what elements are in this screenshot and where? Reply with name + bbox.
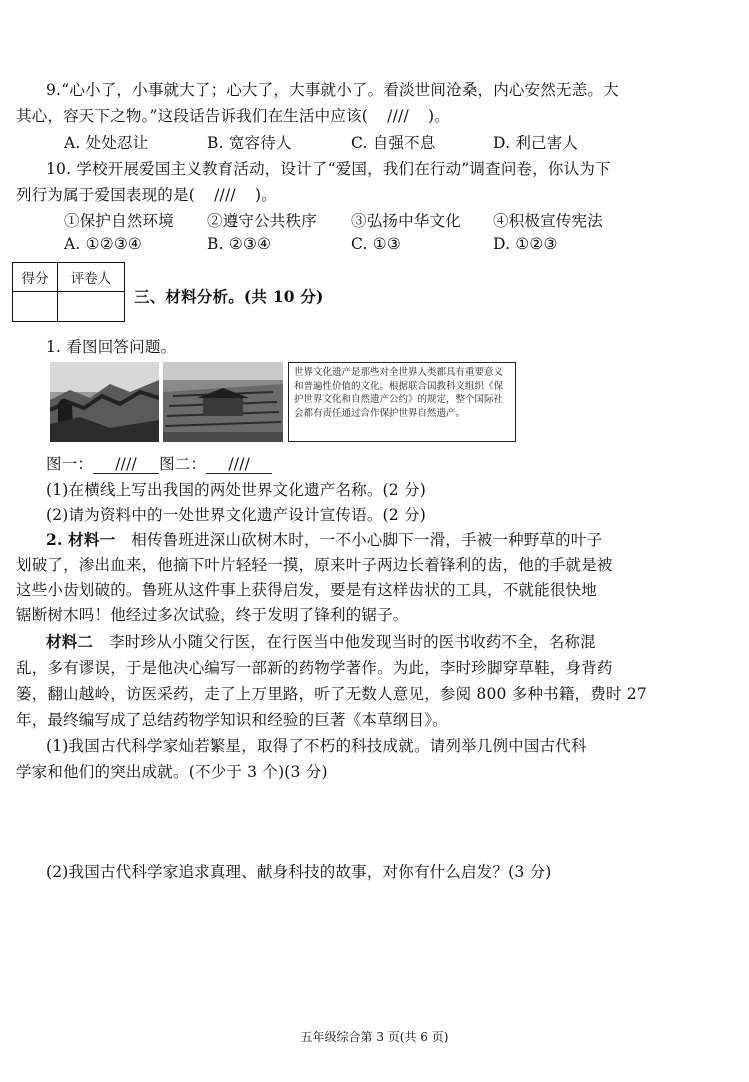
- q9-option-d: D. 利己害人: [493, 134, 579, 152]
- q10-option-c: C. ①③: [351, 235, 401, 253]
- material2-text: 李时珍从小随父行医，在行医当中他发现当时的医书收药不全，名称混: [109, 633, 596, 651]
- q10-line1: 10. 学校开展爱国主义教育活动，设计了“爱国，我们在行动”调查问卷，你认为下: [46, 160, 611, 178]
- q10-option-d: D. ①②③: [493, 235, 558, 253]
- material2-label: 材料二: [46, 632, 94, 651]
- q1-sub2: (2)请为资料中的一处世界文化遗产设计宣传语。(2 分): [46, 506, 426, 524]
- material1-label: 2. 材料一: [46, 530, 116, 549]
- q10-item-4: ④积极宣传宪法: [493, 212, 603, 230]
- grader-cell[interactable]: [58, 292, 124, 322]
- q9-line2: [16, 104, 450, 126]
- q2-m2-line3: 篓，翻山越岭，访医采药，走了上万里路，听了无数人意见，参阅 800 多种书籍，费时 27: [16, 685, 647, 703]
- q2-sub2: (2)我国古代科学家追求真理、献身科技的故事，对你有什么启发？(3 分): [46, 863, 552, 881]
- photo-great-wall: [50, 362, 159, 442]
- section3-title: 三、材料分析。(共 10 分): [134, 287, 324, 306]
- q9-option-b: B. 宽容待人: [207, 134, 292, 152]
- q2-sub1-line1: (1)我国古代科学家灿若繁星，取得了不朽的科技成就。请列举几例中国古代科: [46, 737, 587, 755]
- q9-line2-text: 其心，容天下之物。”这段话告诉我们在生活中应该(: [16, 107, 369, 125]
- heritage-infobox: 世界文化遗产是那些对全世界人类都具有重要意义和普遍性价值的文化。根据联合国教科文组织《保护世界文化和自然遗产公约》的规定，整个国际社会都有责任通过合作保护世界自然遗产。: [288, 362, 516, 442]
- q10-item-3: ③弘扬中华文化: [351, 212, 461, 230]
- q2-m2-line1: [46, 630, 596, 652]
- fig2-answer[interactable]: ////: [206, 455, 272, 474]
- score-header: 得分: [13, 263, 58, 291]
- score-cell[interactable]: [13, 292, 58, 322]
- q10-option-a: A. ①②③④: [64, 235, 143, 253]
- q9-option-a: A. 处处忍让: [64, 134, 149, 152]
- material1-text: 相传鲁班进深山砍树木时，一不小心脚下一滑，手被一种野草的叶子: [131, 531, 603, 549]
- fig-labels-line: [46, 452, 272, 474]
- q10-item-1: ①保护自然环境: [64, 212, 174, 230]
- q1-title: 1. 看图回答问题。: [46, 338, 177, 356]
- q9-line1: 9.“心小了，小事就大了；心大了，大事就小了。看淡世间沧桑，内心安然无恙。大: [46, 81, 619, 99]
- q2-m2-line2: 乱，多有谬误，于是他决心编写一部新的药物学著作。为此，李时珍脚穿草鞋，身背药: [16, 659, 613, 677]
- grader-header: 评卷人: [70, 271, 112, 287]
- q9-line2-end: )。: [428, 107, 450, 125]
- q2-m1-line4: 锯断树木吗！他经过多次试验，终于发明了锋利的锯子。: [16, 606, 409, 624]
- photo-forbidden-city: [163, 362, 283, 442]
- q10-option-b: B. ②③④: [207, 235, 272, 253]
- fig1-answer[interactable]: ////: [93, 455, 159, 474]
- q2-m2-line4: 年，最终编写成了总结药物学知识和经验的巨著《本草纲目》。: [16, 711, 448, 729]
- q10-line2: [16, 183, 277, 205]
- q2-m1-line3: 这些小齿划破的。鲁班从这件事上获得启发，要是有这样齿状的工具，不就能很快地: [16, 581, 597, 599]
- q1-sub1: (1)在横线上写出我国的两处世界文化遗产名称。(2 分): [46, 481, 426, 499]
- q10-item-2: ②遵守公共秩序: [207, 212, 317, 230]
- q10-line2-text: 列行为属于爱国表现的是(: [16, 186, 195, 204]
- q2-m1-line1: [46, 528, 602, 550]
- q9-answer: ////: [387, 107, 409, 125]
- q10-line2-end: )。: [254, 186, 277, 204]
- score-table: [12, 262, 125, 322]
- fig1-label: 图一：: [46, 455, 94, 473]
- q2-sub1-line2: 学家和他们的突出成就。(不少于 3 个)(3 分): [16, 763, 328, 781]
- q10-answer: ////: [214, 186, 236, 204]
- q2-m1-line2: 划破了，渗出血来，他摘下叶片轻轻一摸，原来叶子两边长着锋利的齿，他的手就是被: [16, 556, 613, 574]
- q9-option-c: C. 自强不息: [351, 134, 436, 152]
- page-footer: 五年级综合第 3 页(共 6 页): [300, 1030, 449, 1044]
- fig2-label: 图二：: [159, 455, 207, 473]
